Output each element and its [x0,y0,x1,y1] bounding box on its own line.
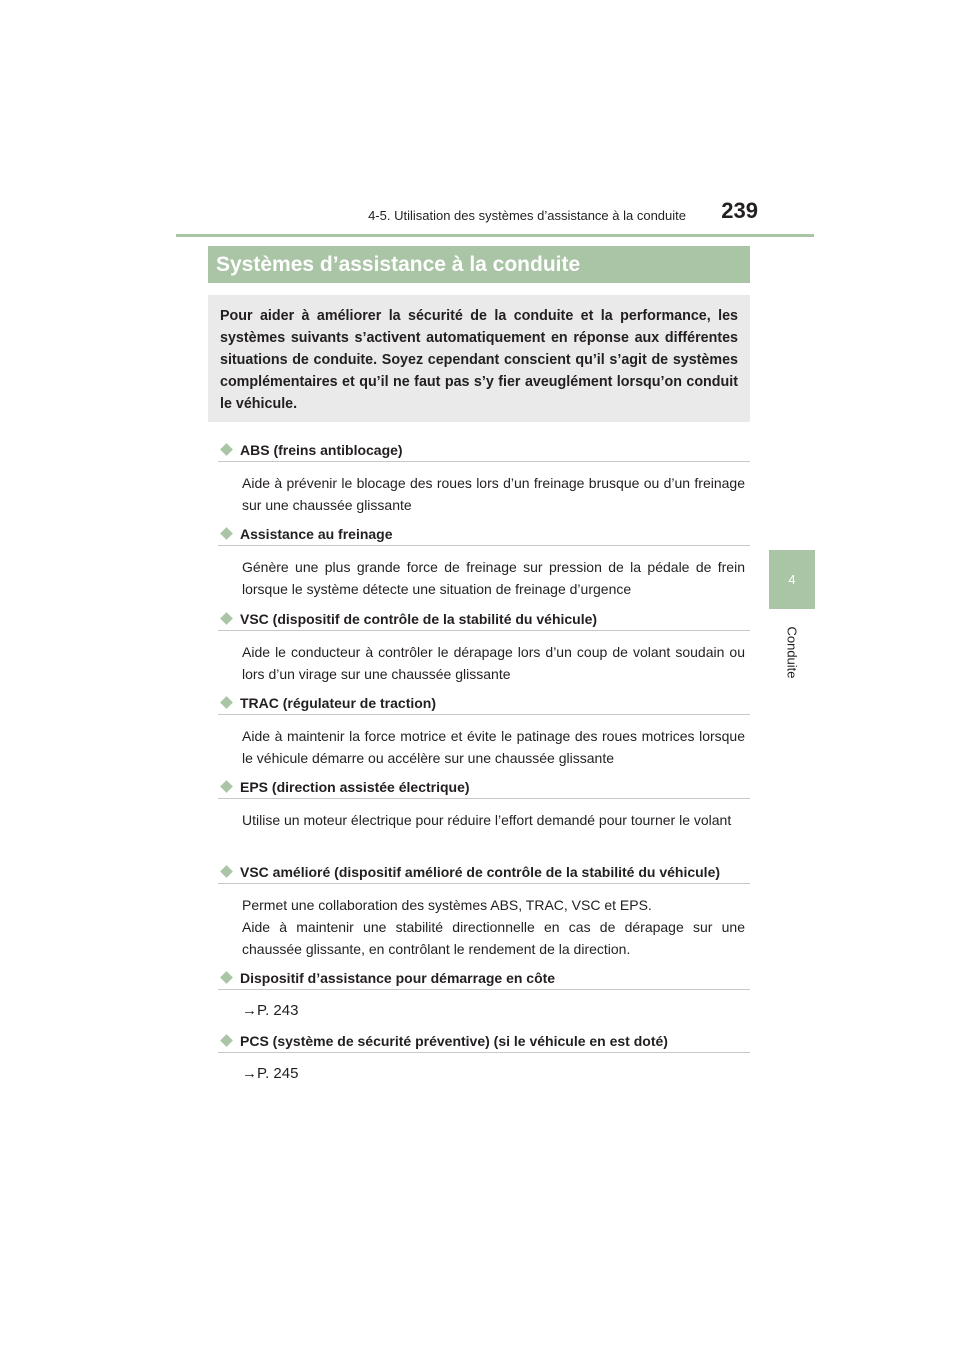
page-header [176,196,814,237]
diamond-bullet-icon [220,865,233,878]
item-trac [218,691,750,769]
item-abs [218,438,750,516]
item-body-line-1: Permet une collaboration des systèmes ABS, TRAC, VSC et EPS. [242,897,652,913]
page-number: 239 [721,198,758,223]
intro-box [208,295,750,422]
diamond-bullet-icon [220,971,233,984]
item-pcs [218,1029,750,1085]
diamond-bullet-icon [220,527,233,540]
diamond-bullet-icon [220,443,233,456]
item-title: VSC (dispositif de contrôle de la stabilité du véhicule) [240,610,598,627]
section-title: 4-5. Utilisation des systèmes d’assistance à la conduite [368,208,686,223]
item-body: Aide à maintenir la force motrice et évite le patinage des roues motrices lorsque le véhicule démarre ou accélère sur une chaussée glissante [242,728,745,766]
chapter-tab [769,550,815,609]
item-enhanced-vsc [218,860,750,960]
item-title: TRAC (régulateur de traction) [240,694,437,711]
item-body: Aide le conducteur à contrôler le dérapage lors d’un coup de volant soudain ou lors d’un virage sur une chaussée glissante [242,644,745,682]
item-body-line-2: Aide à maintenir une stabilité directionnelle en cas de dérapage sur une chaussée glissante, en contrôlant le rendement de la direction. [242,919,745,957]
intro-text: Pour aider à améliorer la sécurité de la conduite et la performance, les systèmes suivants s’activent automatiquement en réponse aux différentes situations de conduite. Soyez cependant conscient qu’il s’agit de systèmes complémentaires et qu’il ne faut pas s’y fier aveuglément lorsqu’on conduit le véhicule. [220,308,738,412]
item-title: ABS (freins antiblocage) [240,441,403,458]
item-body [242,894,745,960]
chapter-label-box [773,622,811,682]
item-body: Aide à prévenir le blocage des roues lors d’un freinage brusque ou d’un freinage sur une chaussée glissante [242,475,745,513]
diamond-bullet-icon [220,696,233,709]
item-brake-assist [218,522,750,600]
item-title: Dispositif d’assistance pour démarrage en côte [240,969,556,986]
page-reference-link[interactable]: →P. 243 [242,1002,299,1019]
item-hill-start-assist [218,966,750,1022]
diamond-bullet-icon [220,780,233,793]
item-title: PCS (système de sécurité préventive) (si le véhicule en est doté) [240,1032,668,1049]
item-title: VSC amélioré (dispositif amélioré de contrôle de la stabilité du véhicule) [240,863,721,880]
item-body: Utilise un moteur électrique pour réduire l’effort demandé pour tourner le volant [242,812,732,828]
item-eps [218,775,750,831]
chapter-label: Conduite [784,625,800,679]
page-title: Systèmes d’assistance à la conduite [208,246,750,283]
diamond-bullet-icon [220,612,233,625]
page-reference-link[interactable]: →P. 245 [242,1065,299,1082]
item-title: Assistance au freinage [240,525,393,542]
item-body: Génère une plus grande force de freinage sur pression de la pédale de frein lorsque le système détecte une situation de freinage d’urgence [242,559,745,597]
item-title: EPS (direction assistée électrique) [240,778,470,795]
item-vsc [218,607,750,685]
chapter-number: 4 [788,572,796,587]
diamond-bullet-icon [220,1034,233,1047]
